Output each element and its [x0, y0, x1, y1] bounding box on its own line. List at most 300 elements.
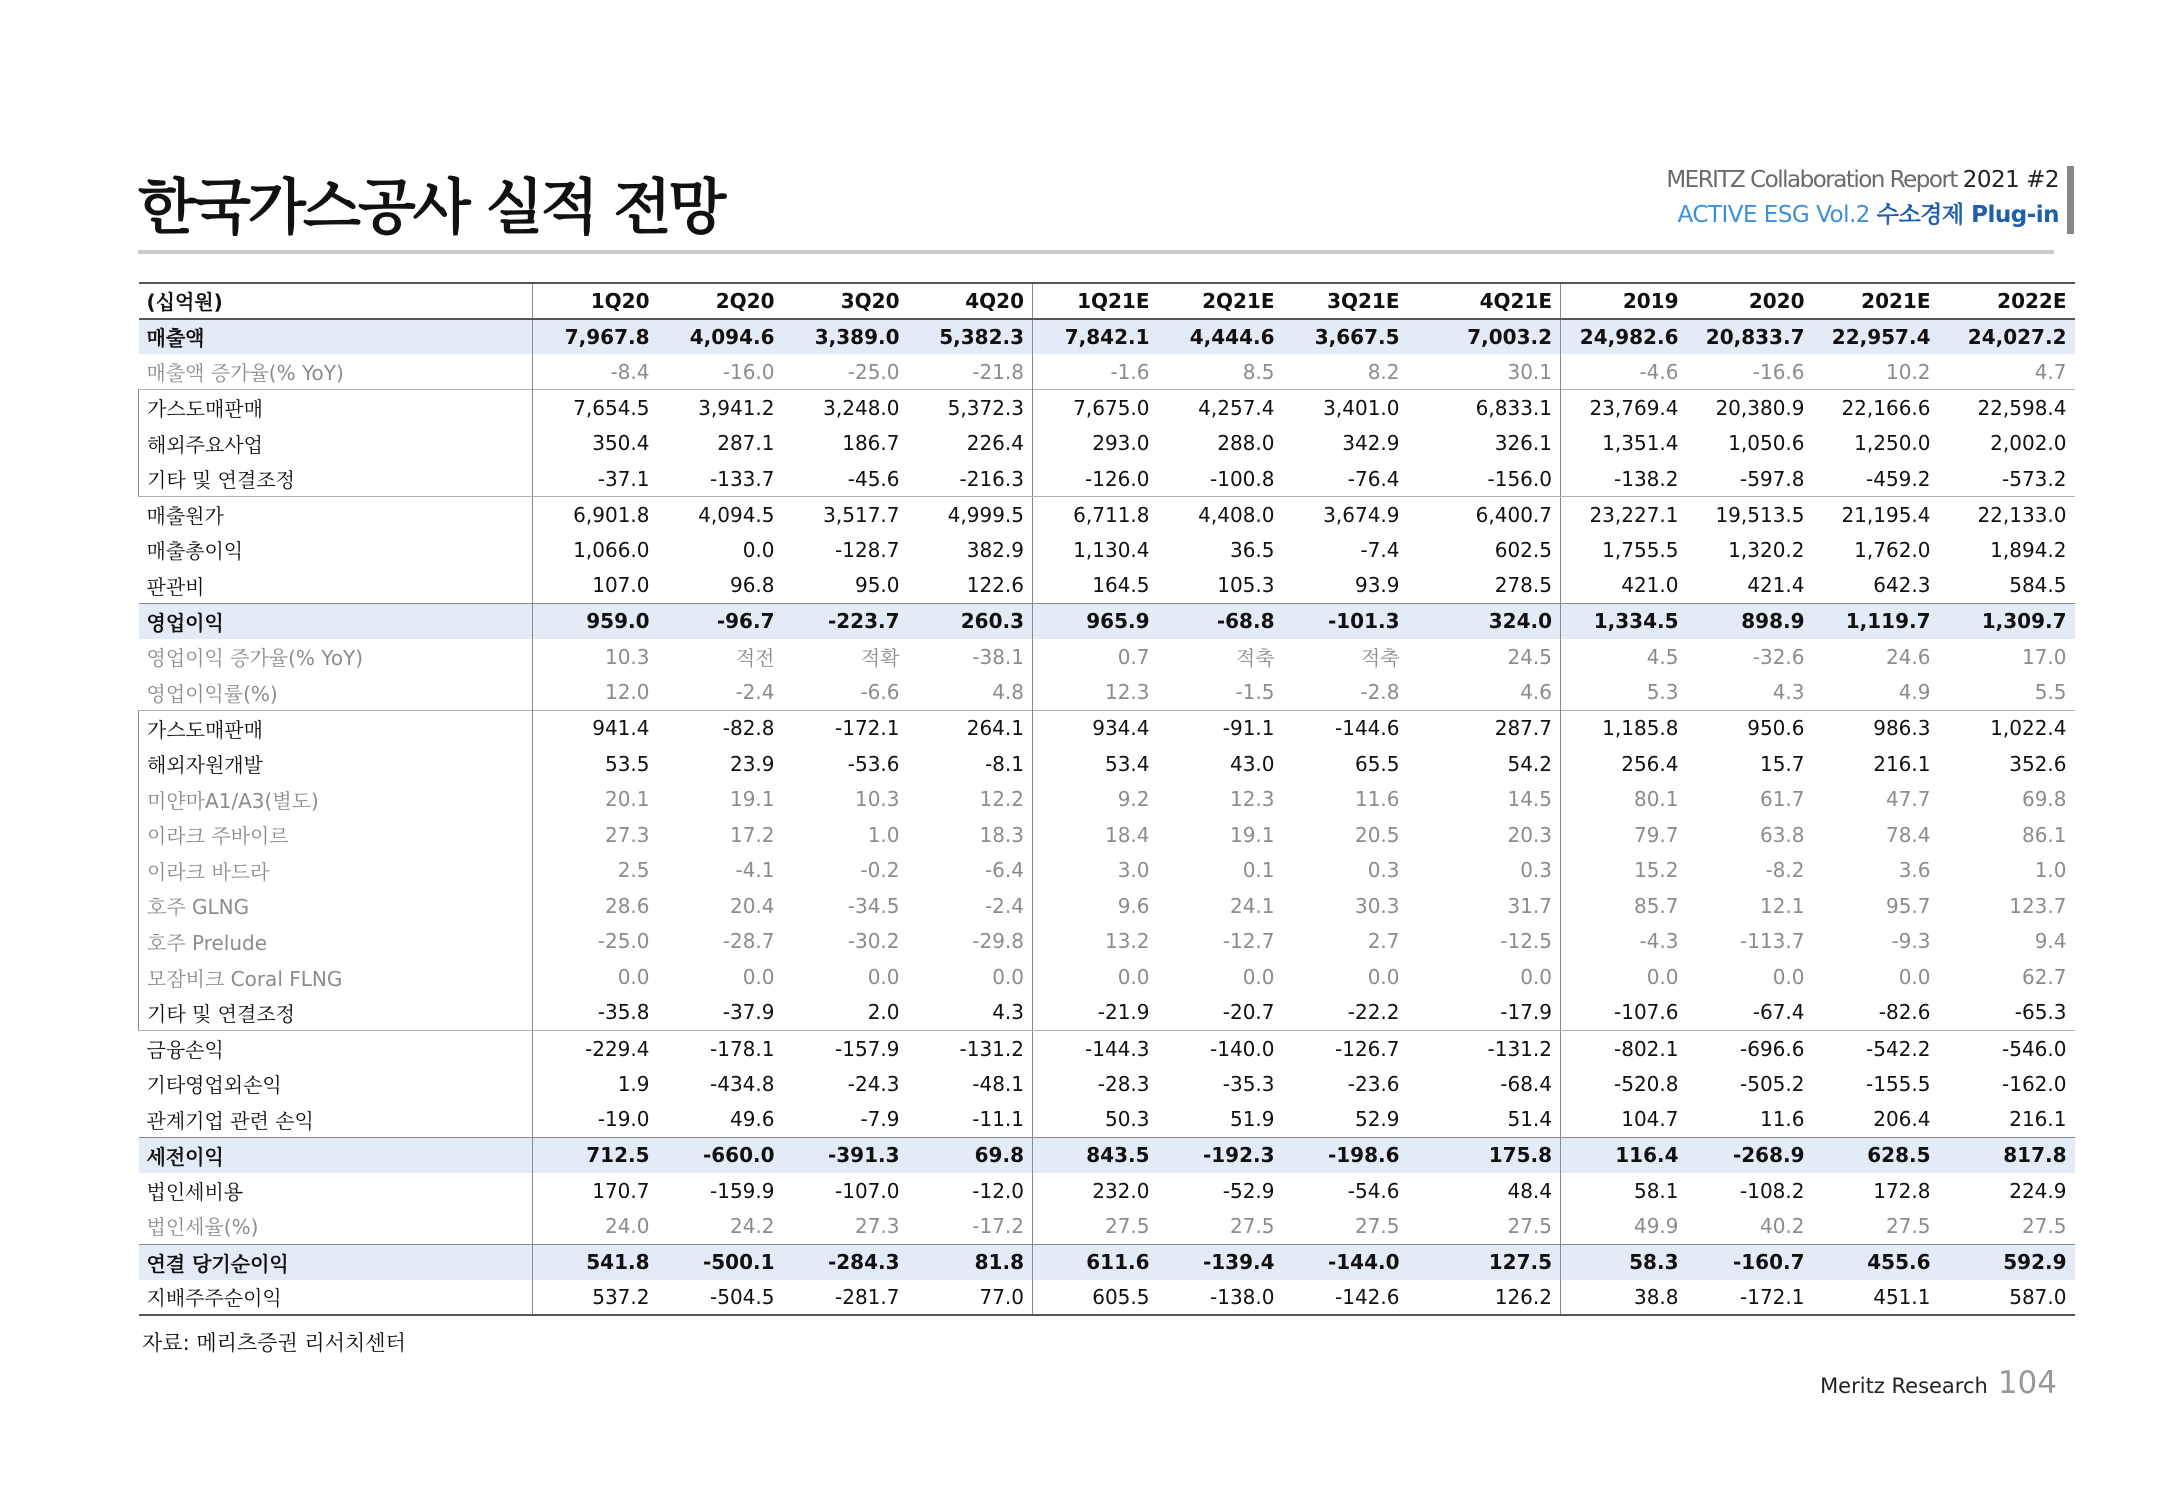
table-cell: -113.7 [1740, 929, 1805, 954]
table-cell: 23,769.4 [1561, 390, 1687, 426]
table-cell: 2,002.0 [1990, 431, 2067, 456]
table-cell: -128.7 [835, 537, 900, 562]
table-cell: 0.0 [533, 959, 658, 995]
table-cell: -160.7 [1687, 1244, 1813, 1280]
table-cell: -131.2 [1487, 1036, 1552, 1061]
row-label: 매출액 증가율(% YoY) [146, 361, 344, 386]
table-cell: -37.9 [658, 995, 783, 1031]
table-cell: 293.0 [1033, 425, 1158, 461]
table-cell: 592.9 [1939, 1244, 2075, 1280]
table-cell: -144.3 [1033, 1030, 1158, 1066]
table-cell: -281.7 [783, 1280, 908, 1316]
table-cell: 27.5 [1885, 1213, 1931, 1238]
table-cell: -144.0 [1283, 1244, 1408, 1280]
table-cell: 350.4 [533, 425, 658, 461]
unit-label: (십억원) [139, 283, 533, 319]
table-cell: 15.7 [1759, 751, 1805, 776]
table-cell: 260.3 [908, 603, 1033, 639]
table-cell: 226.4 [966, 431, 1024, 456]
table-cell: 4,094.6 [658, 319, 783, 355]
report-number: 2021 #2 [1962, 167, 2059, 193]
table-cell: 24,982.6 [1561, 319, 1687, 355]
table-cell: 50.3 [1033, 1102, 1158, 1138]
table-row [139, 319, 2075, 355]
table-cell: -25.0 [847, 359, 900, 384]
table-cell: 5.5 [2034, 680, 2067, 705]
table-cell: 19.1 [729, 787, 775, 812]
table-cell: 58.1 [1561, 1173, 1687, 1209]
table-cell: -284.3 [783, 1244, 908, 1280]
table-cell: 14.5 [1507, 787, 1552, 812]
table-cell: 22,133.0 [1977, 502, 2067, 527]
table-cell: 172.8 [1873, 1178, 1931, 1203]
header-divider [138, 250, 2054, 254]
row-label: 기타영업외손익 [146, 1073, 282, 1098]
table-cell: 0.7 [1033, 639, 1158, 675]
row-label: 가스도매판매 [139, 390, 533, 426]
table-row [139, 888, 2075, 924]
table-row [139, 675, 2075, 711]
table-cell: 95.7 [1885, 893, 1931, 918]
table-cell: 6,711.8 [1033, 497, 1158, 533]
table-cell: 4.8 [992, 680, 1024, 705]
table-cell: 164.5 [1033, 568, 1158, 604]
table-row [139, 425, 2075, 461]
table-cell: -65.3 [1939, 995, 2075, 1031]
table-body [139, 319, 2075, 1316]
row-label: 모잠비크 Coral FLNG [139, 959, 533, 995]
table-row [139, 1280, 2075, 1316]
source-note: 자료: 메리츠증권 리서치센터 [142, 1331, 406, 1355]
table-cell: 13.2 [1033, 924, 1158, 960]
table-cell: 4,094.5 [698, 502, 775, 527]
table-cell: -2.4 [984, 893, 1024, 918]
table-cell: 587.0 [1939, 1280, 2075, 1316]
table-cell: 69.8 [908, 1137, 1033, 1173]
column-header: 2022E [1939, 283, 2075, 319]
table-cell: 0.0 [1520, 965, 1552, 990]
table-cell: -68.8 [1158, 603, 1283, 639]
column-header: 2Q20 [658, 283, 783, 319]
page-title: 한국가스공사 실적 전망 [138, 173, 724, 243]
table-cell: -7.4 [1360, 537, 1400, 562]
table-cell: -2.4 [735, 680, 775, 705]
table-cell: 8.5 [1242, 359, 1275, 384]
table-cell: 4,444.6 [1158, 319, 1283, 355]
table-cell: 38.8 [1561, 1280, 1687, 1316]
table-cell: -17.9 [1408, 995, 1561, 1031]
table-cell: -155.5 [1866, 1071, 1931, 1096]
table-cell: -391.3 [783, 1137, 908, 1173]
table-cell: 27.5 [1229, 1213, 1275, 1238]
table-row [139, 603, 2075, 639]
table-cell: -91.1 [1158, 710, 1283, 746]
table-cell: -4.6 [1561, 354, 1687, 390]
table-cell: 6,833.1 [1408, 390, 1561, 426]
table-cell: 123.7 [2009, 893, 2067, 918]
table-cell: 58.3 [1561, 1244, 1687, 1280]
table-cell: -21.8 [972, 359, 1024, 384]
table-cell: 5,372.3 [908, 390, 1033, 426]
table-cell: 80.1 [1561, 781, 1687, 817]
table-cell: 48.4 [1507, 1178, 1552, 1203]
table-cell: 7,842.1 [1033, 319, 1158, 355]
table-cell: 20,380.9 [1687, 390, 1813, 426]
table-cell: -107.6 [1561, 995, 1687, 1031]
row-label: 이라크 바드라 [139, 853, 533, 889]
table-row [139, 1030, 2075, 1066]
row-label: 기타 및 연결조정 [139, 461, 533, 497]
table-cell: 1.0 [867, 822, 900, 847]
column-header: 1Q21E [1033, 283, 1158, 319]
table-cell: 12.0 [533, 675, 658, 711]
table-cell: 24.2 [729, 1213, 775, 1238]
table-cell: 21,195.4 [1841, 502, 1931, 527]
table-cell: 326.1 [1494, 431, 1552, 456]
row-label: 판관비 [146, 574, 205, 599]
table-cell: -504.5 [658, 1280, 783, 1316]
table-cell: -35.8 [533, 995, 658, 1031]
table-row [139, 1102, 2075, 1138]
row-label: 연결 당기순이익 [139, 1244, 533, 1280]
table-cell: 12.2 [979, 787, 1024, 812]
table-cell: 1,066.0 [533, 532, 658, 568]
row-label: 지배주주순이익 [139, 1280, 533, 1316]
table-cell: -138.0 [1158, 1280, 1283, 1316]
table-cell: -8.1 [984, 751, 1024, 776]
table-cell: -2.8 [1360, 680, 1400, 705]
table-cell: 324.0 [1408, 603, 1561, 639]
table-cell: 216.1 [2009, 1107, 2067, 1132]
row-label: 매출총이익 [146, 539, 244, 564]
table-row [139, 568, 2075, 604]
table-cell: 11.6 [1354, 787, 1400, 812]
table-cell: 216.1 [1873, 751, 1931, 776]
report-header [1666, 165, 2059, 231]
table-cell: -546.0 [2002, 1036, 2067, 1061]
table-cell: 적전 [735, 646, 775, 671]
table-cell: 8.2 [1367, 359, 1400, 384]
column-header: 3Q21E [1283, 283, 1408, 319]
table-cell: 7,003.2 [1408, 319, 1561, 355]
table-cell: 455.6 [1813, 1244, 1939, 1280]
table-cell: -16.6 [1752, 359, 1805, 384]
row-label: 호주 GLNG [139, 888, 533, 924]
table-cell: 287.1 [717, 431, 775, 456]
table-cell: -660.0 [658, 1137, 783, 1173]
table-cell: 51.4 [1507, 1107, 1552, 1132]
table-cell: -11.1 [972, 1107, 1024, 1132]
table-cell: -82.8 [658, 710, 783, 746]
row-label: 영업이익 증가율(% YoY) [146, 646, 364, 671]
table-cell: 950.6 [1687, 710, 1813, 746]
table-cell: 605.5 [1033, 1280, 1158, 1316]
table-cell: 3,401.0 [1283, 390, 1408, 426]
table-cell: 1,250.0 [1854, 431, 1931, 456]
table-cell: 10.3 [533, 639, 658, 675]
table-cell: 965.9 [1033, 603, 1158, 639]
table-cell: 4.5 [1561, 639, 1687, 675]
table-cell: -29.8 [972, 929, 1024, 954]
table-cell: -28.7 [722, 929, 775, 954]
table-cell: 1,762.0 [1854, 537, 1931, 562]
table-cell: 19.1 [1229, 822, 1275, 847]
table-cell: -192.3 [1158, 1137, 1283, 1173]
table-cell: -12.0 [972, 1178, 1024, 1203]
table-cell: -505.2 [1740, 1071, 1805, 1096]
table-row [139, 390, 2075, 426]
table-cell: -172.1 [783, 710, 908, 746]
earnings-forecast-table [138, 282, 2075, 1316]
table-cell: 0.0 [1898, 965, 1931, 990]
table-cell: -100.8 [1158, 461, 1283, 497]
table-cell: 264.1 [908, 710, 1033, 746]
column-header: 3Q20 [783, 283, 908, 319]
table-cell: -4.3 [1561, 924, 1687, 960]
table-cell: 127.5 [1408, 1244, 1561, 1280]
table-cell: 27.5 [1507, 1213, 1552, 1238]
table-cell: 22,598.4 [1939, 390, 2075, 426]
column-header: 2019 [1561, 283, 1687, 319]
table-cell: -138.2 [1561, 461, 1687, 497]
table-cell: 30.1 [1507, 359, 1552, 384]
table-cell: 642.3 [1873, 573, 1931, 598]
table-cell: 24.6 [1885, 644, 1931, 669]
row-label: 미얀마A1/A3(별도) [139, 781, 533, 817]
table-cell: 0.0 [742, 965, 775, 990]
table-cell: 1.9 [533, 1066, 658, 1102]
table-cell: 1,022.4 [1939, 710, 2075, 746]
table-cell: 6,400.7 [1475, 502, 1552, 527]
table-cell: -696.6 [1740, 1036, 1805, 1061]
table-cell: 0.0 [1033, 959, 1158, 995]
table-cell: 4.6 [1520, 680, 1552, 705]
table-cell: -17.2 [972, 1213, 1024, 1238]
table-cell: -542.2 [1866, 1036, 1931, 1061]
table-cell: 2.7 [1367, 929, 1400, 954]
table-cell: -24.3 [847, 1071, 900, 1096]
table-cell: -28.3 [1033, 1066, 1158, 1102]
table-cell: 1,334.5 [1561, 603, 1687, 639]
table-cell: -500.1 [658, 1244, 783, 1280]
footer-brand: Meritz Research [1820, 1374, 1988, 1398]
table-cell: 0.0 [1367, 965, 1400, 990]
table-cell: 0.3 [1520, 858, 1552, 883]
table-cell: -802.1 [1561, 1030, 1687, 1066]
table-cell: 232.0 [1033, 1173, 1158, 1209]
column-header: 4Q21E [1408, 283, 1561, 319]
table-cell: 54.2 [1507, 751, 1552, 776]
table-cell: 224.9 [2009, 1178, 2067, 1203]
table-cell: 20.3 [1507, 822, 1552, 847]
table-cell: 3,674.9 [1323, 502, 1400, 527]
table-cell: 63.8 [1759, 822, 1805, 847]
table-cell: 3,389.0 [783, 319, 908, 355]
table-cell: 96.8 [729, 573, 775, 598]
table-header-row [139, 283, 2075, 319]
table-cell: -19.0 [533, 1102, 658, 1138]
table-cell: 49.6 [729, 1107, 775, 1132]
table-cell: -38.1 [972, 644, 1024, 669]
table-row [139, 1173, 2075, 1209]
table-cell: 843.5 [1033, 1137, 1158, 1173]
table-cell: -126.0 [1033, 461, 1158, 497]
table-row [139, 781, 2075, 817]
table-cell: 986.3 [1813, 710, 1939, 746]
table-cell: 51.9 [1229, 1107, 1275, 1132]
table-cell: -21.9 [1033, 995, 1158, 1031]
table-cell: 49.9 [1561, 1208, 1687, 1244]
table-cell: 53.4 [1033, 746, 1158, 782]
table-cell: 287.7 [1408, 710, 1561, 746]
table-cell: 36.5 [1229, 537, 1275, 562]
table-cell: 27.5 [1033, 1208, 1158, 1244]
row-label: 법인세비용 [146, 1180, 244, 1205]
table-cell: -22.2 [1283, 995, 1408, 1031]
table-cell: -108.2 [1740, 1178, 1805, 1203]
table-cell: 0.0 [1772, 965, 1805, 990]
table-cell: 19,513.5 [1715, 502, 1805, 527]
table-cell: 20.5 [1354, 822, 1400, 847]
table-cell: -520.8 [1561, 1066, 1687, 1102]
table-row [139, 1244, 2075, 1280]
table-cell: -7.9 [860, 1107, 900, 1132]
table-cell: 9.2 [1033, 781, 1158, 817]
table-cell: 9.4 [2034, 929, 2067, 954]
table-cell: -25.0 [533, 924, 658, 960]
table-cell: 52.9 [1354, 1107, 1400, 1132]
table-cell: 584.5 [2009, 573, 2067, 598]
table-cell: 30.3 [1354, 893, 1400, 918]
table-cell: 1,320.2 [1728, 537, 1805, 562]
page-number: 104 [1997, 1365, 2057, 1401]
table-cell: 342.9 [1342, 431, 1400, 456]
table-cell: 85.7 [1561, 888, 1687, 924]
table-cell: 0.0 [1242, 965, 1275, 990]
table-cell: 4,408.0 [1198, 502, 1275, 527]
table-cell: 10.3 [854, 787, 900, 812]
table-row [139, 710, 2075, 746]
table-cell: 959.0 [533, 603, 658, 639]
row-label: 영업이익률(%) [146, 681, 278, 706]
table-cell: 2.0 [783, 995, 908, 1031]
table-cell: -140.0 [1210, 1036, 1275, 1061]
row-label: 관계기업 관련 손익 [146, 1108, 314, 1133]
table-cell: 3,941.2 [658, 390, 783, 426]
table-cell: 175.8 [1408, 1137, 1561, 1173]
report-series-line [1666, 199, 2059, 231]
column-header: 2020 [1687, 283, 1813, 319]
table-cell: 7,967.8 [533, 319, 658, 355]
table-cell: 4.7 [2034, 359, 2067, 384]
column-header: 2021E [1813, 283, 1939, 319]
table-cell: 86.1 [2021, 822, 2067, 847]
table-cell: 628.5 [1813, 1137, 1939, 1173]
table-cell: 382.9 [966, 537, 1024, 562]
table-cell: -9.3 [1891, 929, 1931, 954]
table-cell: -107.0 [835, 1178, 900, 1203]
row-label: 영업이익 [139, 603, 533, 639]
table-row [139, 1208, 2075, 1244]
table-row [139, 639, 2075, 675]
row-label: 이라크 주바이르 [139, 817, 533, 853]
table-cell: 3,517.7 [823, 502, 900, 527]
row-label: 해외자원개발 [139, 746, 533, 782]
table-cell: -67.4 [1687, 995, 1813, 1031]
table-cell: -268.9 [1687, 1137, 1813, 1173]
table-cell: 78.4 [1885, 822, 1931, 847]
table-cell: -8.2 [1765, 858, 1805, 883]
table-row [139, 1137, 2075, 1173]
table-cell: 1,119.7 [1813, 603, 1939, 639]
table-row [139, 959, 2075, 995]
table-cell: -6.6 [860, 680, 900, 705]
table-cell: -126.7 [1335, 1036, 1400, 1061]
table-cell: -35.3 [1222, 1071, 1275, 1096]
table-cell: -16.0 [722, 359, 775, 384]
table-cell: -144.6 [1283, 710, 1408, 746]
table-cell: -52.9 [1222, 1178, 1275, 1203]
table-cell: -162.0 [2002, 1071, 2067, 1096]
table-row [139, 1066, 2075, 1102]
table-cell: 20.1 [533, 781, 658, 817]
table-cell: 17.0 [2021, 644, 2067, 669]
table-cell: -82.6 [1813, 995, 1939, 1031]
table-cell: 22,166.6 [1813, 390, 1939, 426]
table-cell: 4.3 [908, 995, 1033, 1031]
column-header: 2Q21E [1158, 283, 1283, 319]
table-cell: 7,675.0 [1033, 390, 1158, 426]
table-cell: 541.8 [533, 1244, 658, 1280]
table-cell: 1,351.4 [1561, 425, 1687, 461]
table-cell: 2.5 [533, 853, 658, 889]
table-cell: -96.7 [658, 603, 783, 639]
table-cell: 69.8 [2021, 787, 2067, 812]
table-cell: 1.0 [2034, 858, 2067, 883]
table-cell: -4.1 [735, 858, 775, 883]
table-cell: 62.7 [2021, 965, 2067, 990]
table-cell: 5,382.3 [908, 319, 1033, 355]
table-cell: -54.6 [1347, 1178, 1400, 1203]
row-label: 호주 Prelude [139, 924, 533, 960]
table-cell: 40.2 [1759, 1213, 1805, 1238]
table-cell: -139.4 [1158, 1244, 1283, 1280]
report-name: MERITZ Collaboration Report [1666, 167, 1957, 193]
table-cell: 11.6 [1759, 1107, 1805, 1132]
page-footer [1820, 1365, 2057, 1401]
table-cell: 6,901.8 [533, 497, 658, 533]
table-cell: 352.6 [2009, 751, 2067, 776]
table-cell: 31.7 [1507, 893, 1552, 918]
table-cell: 93.9 [1354, 573, 1400, 598]
table-cell: 4,999.5 [947, 502, 1024, 527]
table-cell: 451.1 [1813, 1280, 1939, 1316]
table-cell: -1.5 [1235, 680, 1275, 705]
table-cell: 3,667.5 [1283, 319, 1408, 355]
table-cell: -157.9 [835, 1036, 900, 1061]
row-label: 매출원가 [146, 504, 224, 529]
table-cell: -0.2 [860, 858, 900, 883]
table-cell: -1.6 [1033, 354, 1158, 390]
table-row [139, 817, 2075, 853]
table-cell: -8.4 [533, 354, 658, 390]
table-cell: 3,248.0 [783, 390, 908, 426]
table-cell: 712.5 [533, 1137, 658, 1173]
table-cell: 611.6 [1033, 1244, 1158, 1280]
table-cell: 0.0 [742, 537, 775, 562]
table-cell: 12.3 [1033, 675, 1158, 711]
table-cell: 0.0 [1561, 959, 1687, 995]
